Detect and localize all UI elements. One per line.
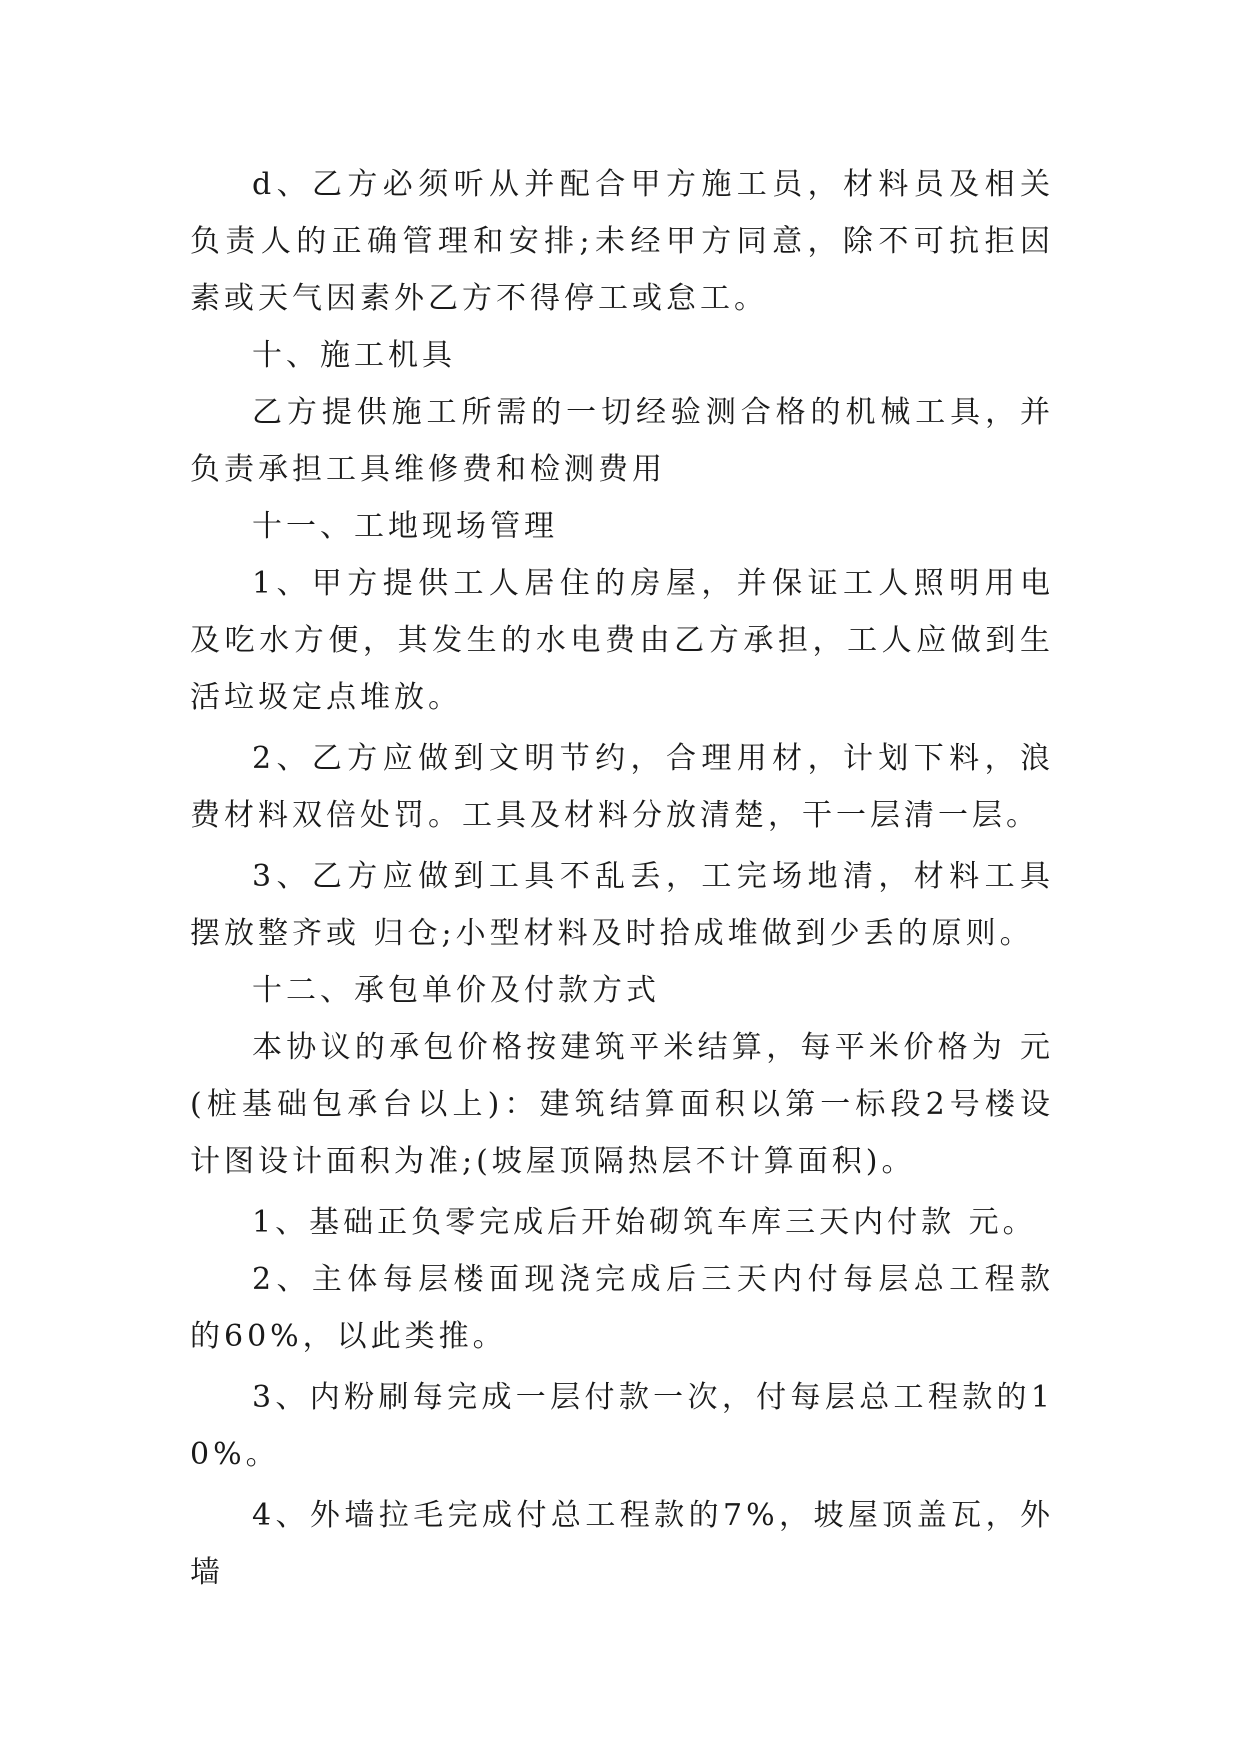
document-body (190, 156, 1054, 1601)
paragraph-d-obey-management: d、乙方必须听从并配合甲方施工员，材料员及相关负责人的正确管理和安排;未经甲方同意，除不可抗拒因素或天气因素外乙方不得停工或怠工。 (190, 167, 1054, 316)
paragraph-payment-item-2: 2、主体每层楼面现浇完成后三天内付每层总工程款的60%，以此类推。 (190, 1262, 1054, 1354)
paragraph-site-item-2: 2、乙方应做到文明节约，合理用材，计划下料，浪费材料双倍处罚。工具及材料分放清楚，干一层清一层。 (190, 741, 1054, 833)
paragraph-site-item-1: 1、甲方提供工人居住的房屋，并保证工人照明用电及吃水方便，其发生的水电费由乙方承担，工人应做到生活垃圾定点堆放。 (190, 566, 1054, 715)
paragraph-contract-price: 本协议的承包价格按建筑平米结算，每平米价格为 元(桩基础包承台以上)：建筑结算面积以第一标段2号楼设计图设计面积为准;(坡屋顶隔热层不计算面积)。 (190, 1030, 1054, 1179)
paragraph-site-item-3: 3、乙方应做到工具不乱丢，工完场地清，材料工具摆放整齐或 归仓;小型材料及时拾成堆做到少丢的原则。 (190, 859, 1054, 951)
section-heading-construction-tools: 十、施工机具 (252, 338, 456, 373)
paragraph-payment-item-1: 1、基础正负零完成后开始砌筑车库三天内付款 元。 (252, 1205, 1037, 1240)
section-heading-price-payment: 十二、承包单价及付款方式 (252, 973, 660, 1008)
paragraph-tools-provision: 乙方提供施工所需的一切经验测合格的机械工具，并负责承担工具维修费和检测费用 (190, 395, 1054, 487)
paragraph-payment-item-3: 3、内粉刷每完成一层付款一次，付每层总工程款的10%。 (190, 1380, 1054, 1472)
paragraph-payment-item-4: 4、外墙拉毛完成付总工程款的7%，坡屋顶盖瓦，外墙 (190, 1498, 1054, 1590)
section-heading-site-management: 十一、工地现场管理 (252, 509, 558, 544)
